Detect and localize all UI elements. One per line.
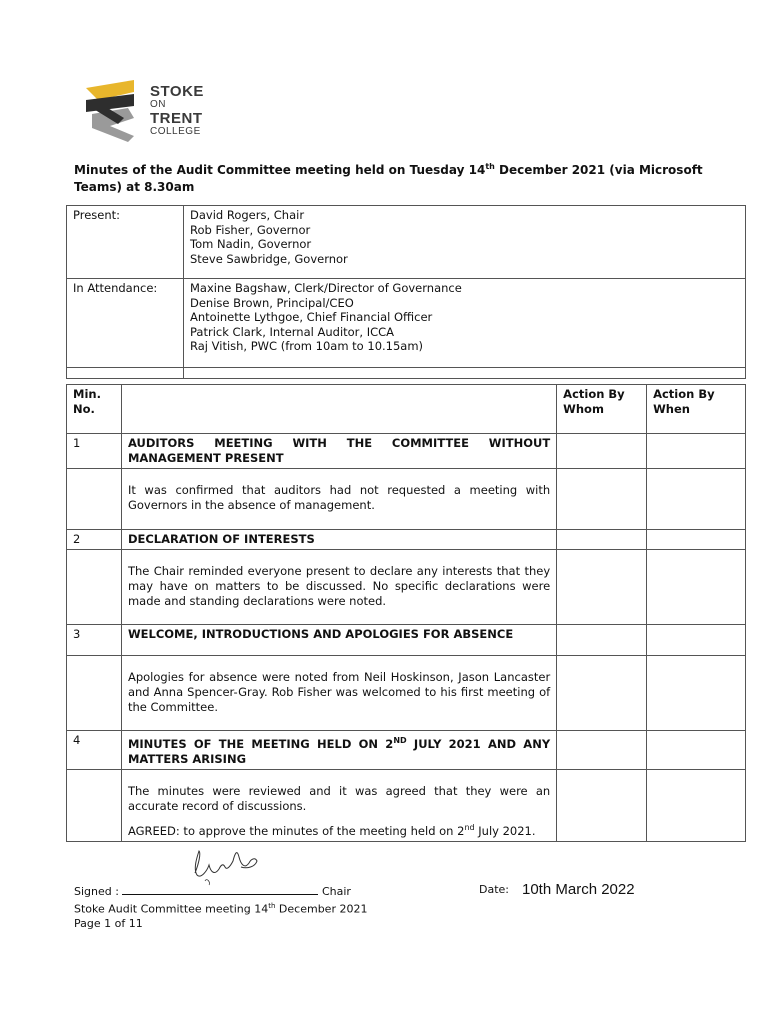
date-label: Date: [479, 883, 509, 896]
minute-heading-row [67, 434, 746, 469]
footer-meeting: Stoke Audit Committee meeting 14th December 2021 [74, 902, 368, 916]
spacer-row [67, 368, 746, 379]
minute-number: 2 [67, 530, 122, 550]
present-row [67, 206, 746, 279]
minute-body-row [67, 550, 746, 625]
signed-line: Signed : Chair [74, 885, 351, 898]
attendee: Denise Brown, Principal/CEO [190, 295, 354, 310]
attendance-table [66, 205, 746, 379]
minute-heading: WELCOME, INTRODUCTIONS AND APOLOGIES FOR ABSENCE [121, 625, 556, 656]
attendee: Raj Vitish, PWC (from 10am to 10.15am) [190, 339, 424, 353]
date-value: 10th March 2022 [522, 881, 635, 898]
action-by-when-header: Action By When [647, 385, 746, 434]
minute-heading-row [67, 530, 746, 550]
signature-icon [185, 843, 265, 887]
table-header-row [67, 385, 746, 434]
present-person: Tom Nadin, Governor [190, 237, 312, 251]
attendee: Antoinette Lythgoe, Chief Financial Officer [190, 310, 433, 324]
logo-line-on: ON [150, 99, 166, 110]
college-logo-text [150, 84, 204, 138]
logo-line-stoke: STOKE [150, 83, 204, 100]
minute-number: 1 [67, 434, 122, 469]
min-no-header: Min. No. [67, 385, 122, 434]
minute-heading-row [67, 625, 746, 656]
present-person: Steve Sawbridge, Governor [190, 251, 348, 266]
present-label: Present: [67, 206, 184, 279]
minute-body: It was confirmed that auditors had not requested a meeting with Governors in the absence of management. [121, 469, 556, 530]
minute-paragraph: The minutes were reviewed and it was agreed that they were an accurate record of discussions. [127, 783, 551, 813]
minute-heading: AUDITORS MEETING WITH THE COMMITTEE WITHOUT MANAGEMENT PRESENT [121, 434, 556, 469]
in-attendance-list [184, 279, 746, 368]
action-by-whom-header: Action By Whom [557, 385, 647, 434]
attendee: Patrick Clark, Internal Auditor, ICCA [190, 324, 395, 339]
minute-heading-row [67, 731, 746, 770]
minute-body-row [67, 656, 746, 731]
minute-body: The Chair reminded everyone present to declare any interests that they may have on matters to be discussed. No specific declarations were made and standing declarations were noted. [121, 550, 556, 625]
minute-number: 4 [67, 731, 122, 770]
logo-line-college: COLLEGE [150, 126, 201, 137]
minute-heading: MINUTES OF THE MEETING HELD ON 2ND JULY 2021 AND ANY MATTERS ARISING [121, 731, 556, 770]
in-attendance-row [67, 279, 746, 368]
present-person: Rob Fisher, Governor [190, 222, 311, 237]
minute-body: Apologies for absence were noted from Neil Hoskinson, Jason Lancaster and Anna Spencer-Gray. Rob Fisher was welcomed to his first meeting of the Committee. [121, 656, 556, 731]
minute-resolution: AGREED: to approve the minutes of the meeting held on 2nd July 2021. [127, 822, 536, 838]
minute-body [121, 769, 556, 841]
present-list [184, 206, 746, 279]
footer [74, 883, 367, 931]
minute-body-row [67, 469, 746, 530]
logo-line-trent: TRENT [150, 110, 203, 127]
in-attendance-label: In Attendance: [67, 279, 184, 368]
present-person: David Rogers, Chair [190, 208, 305, 222]
document-title: Minutes of the Audit Committee meeting held on Tuesday 14th December 2021 (via Microsoft Teams) at 8.30am [74, 162, 703, 194]
page-number: Page 1 of 11 [74, 916, 143, 930]
minutes-table [66, 384, 746, 842]
attendee: Maxine Bagshaw, Clerk/Director of Governance [190, 281, 462, 295]
minute-number: 3 [67, 625, 122, 656]
minute-body-row [67, 769, 746, 841]
minute-heading: DECLARATION OF INTERESTS [121, 530, 556, 550]
